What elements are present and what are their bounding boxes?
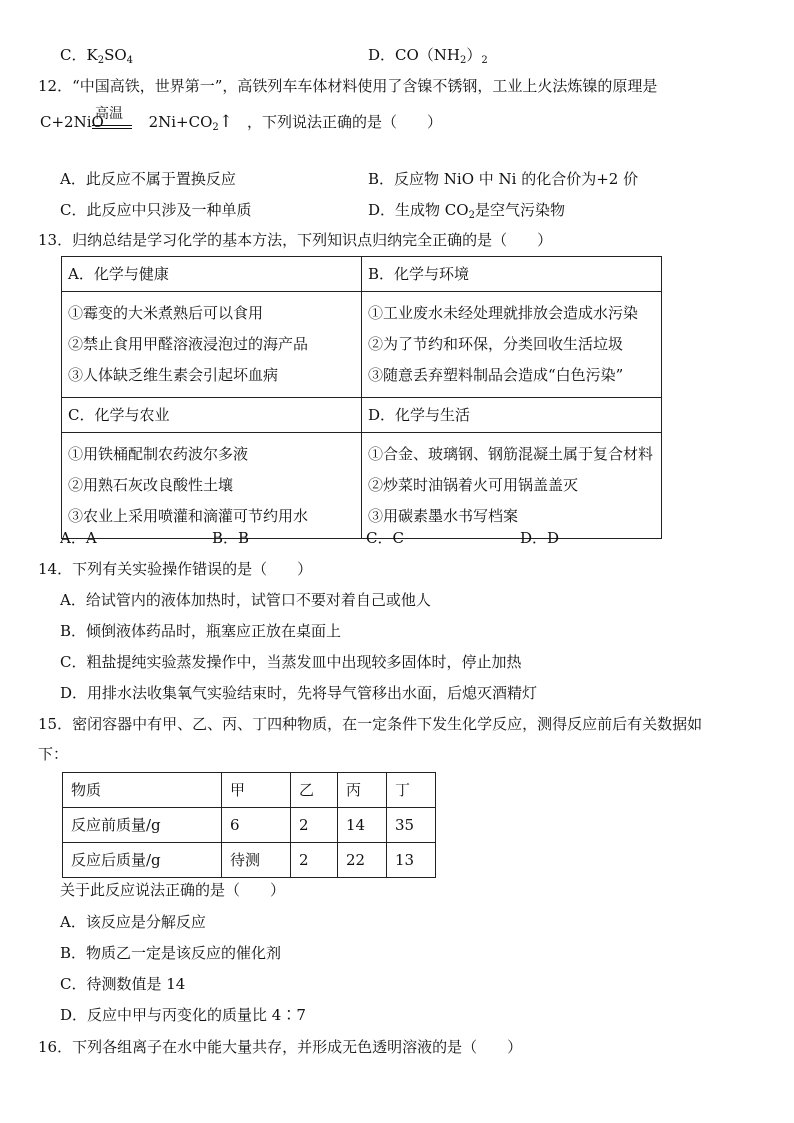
table-cell: 乙 xyxy=(291,773,338,808)
table-cell: 物质 xyxy=(63,773,222,808)
table-cell xyxy=(62,433,362,539)
q11-option-d xyxy=(368,46,488,68)
q12-option-d-text: D．生成物 CO xyxy=(368,201,469,219)
list-item: ②禁止食用甲醛溶液浸泡过的海产品 xyxy=(68,335,309,353)
table-cell-head: B．化学与环境 xyxy=(362,257,662,292)
q11-option-d-text: D．CO（NH xyxy=(368,46,461,64)
table-cell xyxy=(62,292,362,398)
q12-option-c: C．此反应中只涉及一种单质 xyxy=(60,201,252,219)
list-item: ③用碳素墨水书写档案 xyxy=(368,507,519,525)
q15-option-a: A．该反应是分解反应 xyxy=(60,913,206,931)
q13-option-b: B．B xyxy=(212,529,250,547)
q14-option-d: D．用排水法收集氧气实验结束时，先将导气管移出水面，后熄灭酒精灯 xyxy=(60,684,538,702)
q13-option-a: A．A xyxy=(60,529,97,547)
q15-option-c: C．待测数值是 14 xyxy=(60,975,186,993)
equation-line xyxy=(92,125,132,126)
table-row xyxy=(63,808,436,843)
list-item: ③农业上采用喷灌和滴灌可节约用水 xyxy=(68,507,309,525)
table-cell: 待测 xyxy=(222,843,291,878)
q13-stem: 13．归纳总结是学习化学的基本方法，下列知识点归纳完全正确的是（ ） xyxy=(38,231,553,249)
table-cell: 6 xyxy=(222,808,291,843)
list-item: ①工业废水未经处理就排放会造成水污染 xyxy=(368,304,639,322)
q12-equation xyxy=(40,106,443,135)
q13-option-d: D．D xyxy=(520,529,560,547)
equation-products: 2Ni+CO xyxy=(148,113,213,131)
q11-option-d-text2: ） xyxy=(466,46,482,64)
q11-option-c xyxy=(60,46,133,68)
table-row xyxy=(62,398,662,433)
q15-data-table xyxy=(62,772,436,878)
subscript: 2 xyxy=(97,55,105,66)
table-cell xyxy=(362,433,662,539)
table-row xyxy=(63,773,436,808)
list-item: ①合金、玻璃钢、钢筋混凝土属于复合材料 xyxy=(368,445,654,463)
table-cell: 2 xyxy=(291,843,338,878)
q14-option-c: C．粗盐提纯实验蒸发操作中，当蒸发皿中出现较多固体时，停止加热 xyxy=(60,653,522,671)
q12-option-b: B．反应物 NiO 中 Ni 的化合价为+2 价 xyxy=(368,170,639,188)
subscript: 2 xyxy=(468,210,475,221)
subscript: 4 xyxy=(126,55,134,66)
q14-option-a: A．给试管内的液体加热时，试管口不要对着自己或他人 xyxy=(60,591,431,609)
q14-option-b: B．倾倒液体药品时，瓶塞应正放在桌面上 xyxy=(60,622,342,640)
table-cell: 13 xyxy=(387,843,436,878)
q16-stem: 16．下列各组离子在水中能大量共存，并形成无色透明溶液的是（ ） xyxy=(38,1038,523,1056)
table-row xyxy=(62,292,662,398)
table-cell: 2 xyxy=(291,808,338,843)
table-cell: 14 xyxy=(338,808,387,843)
q13-option-c: C．C xyxy=(366,529,404,547)
table-cell: 35 xyxy=(387,808,436,843)
q12-option-d xyxy=(368,201,565,223)
subscript: 2 xyxy=(481,55,488,66)
list-item: ②为了节约和环保，分类回收生活垃圾 xyxy=(368,335,624,353)
q11-option-c-text2: SO xyxy=(104,46,127,64)
equation-line xyxy=(92,128,132,129)
q15-option-b: B．物质乙一定是该反应的催化剂 xyxy=(60,944,282,962)
q15-option-d: D．反应中甲与丙变化的质量比 4∶7 xyxy=(60,1006,306,1024)
list-item: ③人体缺乏维生素会引起坏血病 xyxy=(68,366,279,384)
q15-prompt: 关于此反应说法正确的是（ ） xyxy=(60,881,286,899)
q12-stem: 12．“中国高铁，世界第一”，高铁列车车体材料使用了含镍不锈钢，工业上火法炼镍的原理是 xyxy=(38,77,658,95)
list-item: ③随意丢弃塑料制品会造成“白色污染” xyxy=(368,366,624,384)
q11-option-c-text: C．K xyxy=(60,46,98,64)
subscript: 2 xyxy=(212,122,219,133)
table-cell: 甲 xyxy=(222,773,291,808)
table-cell: 反应后质量/g xyxy=(63,843,222,878)
equation-reactants: C+2NiO xyxy=(40,113,104,131)
table-row xyxy=(62,433,662,539)
table-cell-head: A．化学与健康 xyxy=(62,257,362,292)
table-row xyxy=(62,257,662,292)
list-item: ②炒菜时油锅着火可用锅盖盖灭 xyxy=(368,476,579,494)
list-item: ②用熟石灰改良酸性土壤 xyxy=(68,476,234,494)
equation-condition: 高温 xyxy=(95,106,123,122)
subscript: 2 xyxy=(460,55,467,66)
q15-stem-line1: 15．密闭容器中有甲、乙、丙、丁四种物质，在一定条件下发生化学反应，测得反应前后有关数据如 xyxy=(38,715,703,733)
table-cell: 丙 xyxy=(338,773,387,808)
table-cell: 22 xyxy=(338,843,387,878)
q13-knowledge-table xyxy=(61,256,662,539)
gas-arrow-icon: ↑ xyxy=(218,112,234,132)
list-item: ①霉变的大米煮熟后可以食用 xyxy=(68,304,264,322)
q15-stem-line2: 下： xyxy=(38,745,69,763)
table-cell-head: C．化学与农业 xyxy=(62,398,362,433)
table-cell: 丁 xyxy=(387,773,436,808)
table-cell xyxy=(362,292,662,398)
list-item: ①用铁桶配制农药波尔多液 xyxy=(68,445,249,463)
q12-stem-tail: ，下列说法正确的是（ ） xyxy=(247,113,443,131)
q12-option-a: A．此反应不属于置换反应 xyxy=(60,170,236,188)
table-row xyxy=(63,843,436,878)
table-cell-head: D．化学与生活 xyxy=(362,398,662,433)
q14-stem: 14．下列有关实验操作错误的是（ ） xyxy=(38,560,313,578)
table-cell: 反应前质量/g xyxy=(63,808,222,843)
q12-option-d-text2: 是空气污染物 xyxy=(474,201,565,219)
